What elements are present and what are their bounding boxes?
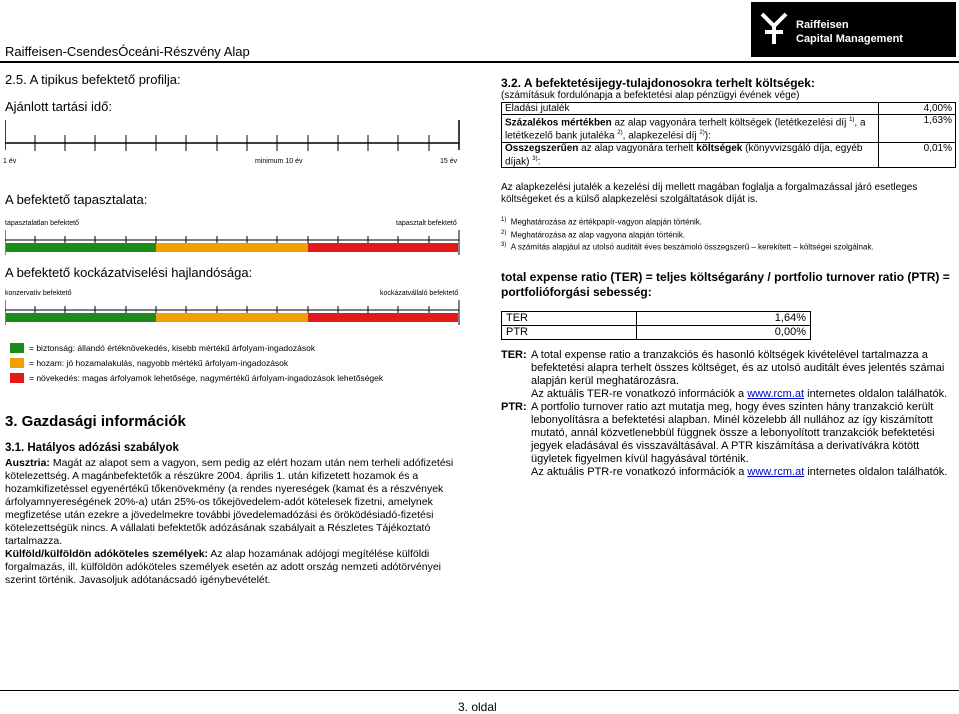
horizon-end-label: 15 év xyxy=(440,158,458,165)
table-row xyxy=(502,142,956,167)
sales-commission-value: 4,00% xyxy=(879,103,956,115)
logo-line1: Raiffeisen xyxy=(796,19,849,31)
risk-left-label: konzervatív befektető xyxy=(5,290,72,297)
experience-heading: A befektető tapasztalata: xyxy=(5,192,148,207)
ter-link[interactable]: www.rcm.at xyxy=(747,388,805,400)
table-row xyxy=(502,326,811,340)
ptr-label: PTR xyxy=(502,326,637,340)
horizon-scale xyxy=(5,120,460,155)
absolute-costs-label: Összegszerűen az alap vagyonára terhelt költségek (könyvvizsgáló díja, egyéb díjak) $^{3)}$: xyxy=(502,142,879,167)
risk-right-label: kockázatvállaló befektető xyxy=(380,290,459,297)
footnotes xyxy=(501,215,957,253)
table-row xyxy=(502,312,811,326)
risk-scale xyxy=(5,300,460,326)
footer-rule xyxy=(0,690,959,691)
costs-subheading: (számításuk fordulónapja a befektetési alap pénzügyi évének vége) xyxy=(501,90,800,101)
horizon-mid-label: minimum 10 év xyxy=(255,158,303,165)
ptr-definition: PTR: A portfolio turnover ratio azt mutatja meg, hogy éves szinten hány tranzakció került lebonyolításra a befektetési alapban. Minél közelebb áll nullához az így kiszámított mutató, annál közvetlenebbül függnek össze a lebonyolított tranzakciók befektetési jegyek eladásával és visszaváltásával. A PTR kiszámítása a derivatívákra kötött ügyletek figyelmen kívül hagyásával történik. Az aktuális PTR-re vonatkozó információk a www.rcm.at internetes oldalon találhatók. xyxy=(501,401,948,478)
percentage-costs-value: 1,63% xyxy=(879,115,956,143)
table-row xyxy=(502,103,956,115)
experience-right-label: tapasztalt befektető xyxy=(396,220,457,227)
document-title: Raiffeisen-CsendesÓceáni-Részvény Alap xyxy=(5,44,250,59)
legend-swatch-red xyxy=(10,373,24,383)
austria-label: Ausztria: xyxy=(5,457,50,469)
table-row xyxy=(502,115,956,143)
profile-heading: 2.5. A tipikus befektető profilja: xyxy=(5,72,181,87)
ter-table xyxy=(501,311,811,340)
legend-security xyxy=(10,343,315,353)
horizon-heading: Ajánlott tartási idő: xyxy=(5,99,112,114)
tax-text xyxy=(5,457,465,587)
legend-growth-text: = növekedés: magas árfolyamok lehetősége, nagymértékű árfolyam-ingadozások lehetőségek xyxy=(29,373,384,383)
abroad-text: Az alap hozamának adójogi megítélése külföldi forgalmazás, ill. külföldön adóköteles személyek esetén az adott ország nemzeti adótörvényei szerint történik. Javasoljuk adótanácsadó igénybevételét. xyxy=(5,548,441,586)
footnote-3: $^{3)}$ A számítás alapjául az utolsó auditált éves beszámoló összegszerű – kerekített – költségei szolgálnak. xyxy=(501,242,874,252)
ter-definition: TER: A total expense ratio a tranzakciós és hasonló költségek kivételével tartalmazza a befektetési alapra terhelt összes költséget, és az utolsó auditált éves jelentés számai alapján kerül meghatározásra. Az aktuális TER-re vonatkozó információk a www.rcm.at internetes oldalon találhatók. xyxy=(501,349,948,400)
logo-emblem-icon xyxy=(759,12,789,46)
horizon-start-label: 1 év xyxy=(3,158,17,165)
footnote-2: $^{2)}$ Meghatározása az alap vagyona alapján történik. xyxy=(501,229,686,240)
page-number: 3. oldal xyxy=(458,700,497,714)
ter-value: 1,64% xyxy=(636,312,810,326)
legend-growth xyxy=(10,373,383,383)
ter-label: TER xyxy=(502,312,637,326)
absolute-costs-value: 0,01% xyxy=(879,142,956,167)
tax-heading: 3.1. Hatályos adózási szabályok xyxy=(5,442,179,454)
legend-swatch-green xyxy=(10,343,24,353)
experience-scale xyxy=(5,230,460,256)
legend-swatch-orange xyxy=(10,358,24,368)
header-rule xyxy=(0,61,959,63)
footnote-1: $^{1)}$ Meghatározása az értékpapír-vagyon alapján történik. xyxy=(501,217,703,227)
legend-security-text: = biztonság: állandó értéknövekedés, kisebb mértékű árfolyam-ingadozások xyxy=(29,343,316,353)
costs-table xyxy=(501,102,956,168)
ptr-definition-text: A portfolio turnover ratio azt mutatja meg, hogy éves szinten hány tranzakció került lebonyolításra a befektetési alapban. Minél közelebb áll nullához az így kiszámított mutató, annál közvetlenebbül függnek össze a lebonyolított tranzakciók befektetési jegyek eladásával és visszaváltásával. A PTR kiszámítása a derivatívákra kötött ügyletek figyelmen kívül hagyásával történik. xyxy=(531,401,935,465)
raiffeisen-logo xyxy=(751,2,956,57)
costs-heading: 3.2. A befektetésijegy-tulajdonosokra terhelt költségek: xyxy=(501,76,815,90)
ptr-value: 0,00% xyxy=(636,326,810,340)
ter-definition-text: A total expense ratio a tranzakciós és hasonló költségek kivételével tartalmazza a befektetési alapra terhelt összes költséget, és az utolsó auditált éves jelentés számai alapján kerül meghatározásra. xyxy=(531,349,945,387)
abroad-label: Külföld/külföldön adóköteles személyek: xyxy=(5,548,209,560)
ter-heading: total expense ratio (TER) = teljes költségarány / portfolio turnover ratio (PTR) = portfolióforgási sebesség: xyxy=(501,270,950,299)
logo-line2: Capital Management xyxy=(796,33,903,45)
austria-text: Magát az alapot sem a vagyon, sem pedig az elért hozam után nem terheli adófizetési kötelezettség. A magánbefektetők a részükre 2004. április 1. után kifizetett hozamok és a hozamkifizetéssel egyenértékű tőkenövekmény (a rendes nyereségek (kamat és a részvények árfolyamnyereségének 20%-a) után 25%-os tőkejövedelem-adót kötelesek fizetni, amelynek megfizetése után ezekre a jövedelmekre további jövedelemadózási és öröködésiadó-fizetési kötelezettségük nincs. A vállalati befektetők adózásának szabályait a Részletes Tájékoztató tartalmazza. xyxy=(5,457,454,547)
econ-heading: 3. Gazdasági információk xyxy=(5,413,186,430)
costs-note: Az alapkezelési jutalék a kezelési díj mellett magában foglalja a forgalmazással járó esetleges költségeket és a külső alapkezelési szolgáltatások díját is. xyxy=(501,182,918,205)
experience-left-label: tapasztalatlan befektető xyxy=(5,220,79,227)
ptr-link[interactable]: www.rcm.at xyxy=(747,466,805,478)
percentage-costs-label: Százalékos mértékben az alap vagyonára terhelt költségek (letétkezelési díj $^{1)}$, a letétkezelő bank jutaléka $^{2)}$, alapkezelési díj $^{2)}$): xyxy=(502,115,879,143)
legend-yield-text: = hozam: jó hozamalakulás, nagyobb mértékű árfolyam-ingadozások xyxy=(29,358,289,368)
legend-yield xyxy=(10,358,288,368)
sales-commission-label: Eladási jutalék xyxy=(502,103,879,115)
ratio-definitions xyxy=(501,349,956,479)
risk-heading: A befektető kockázatviselési hajlandósága: xyxy=(5,265,253,280)
